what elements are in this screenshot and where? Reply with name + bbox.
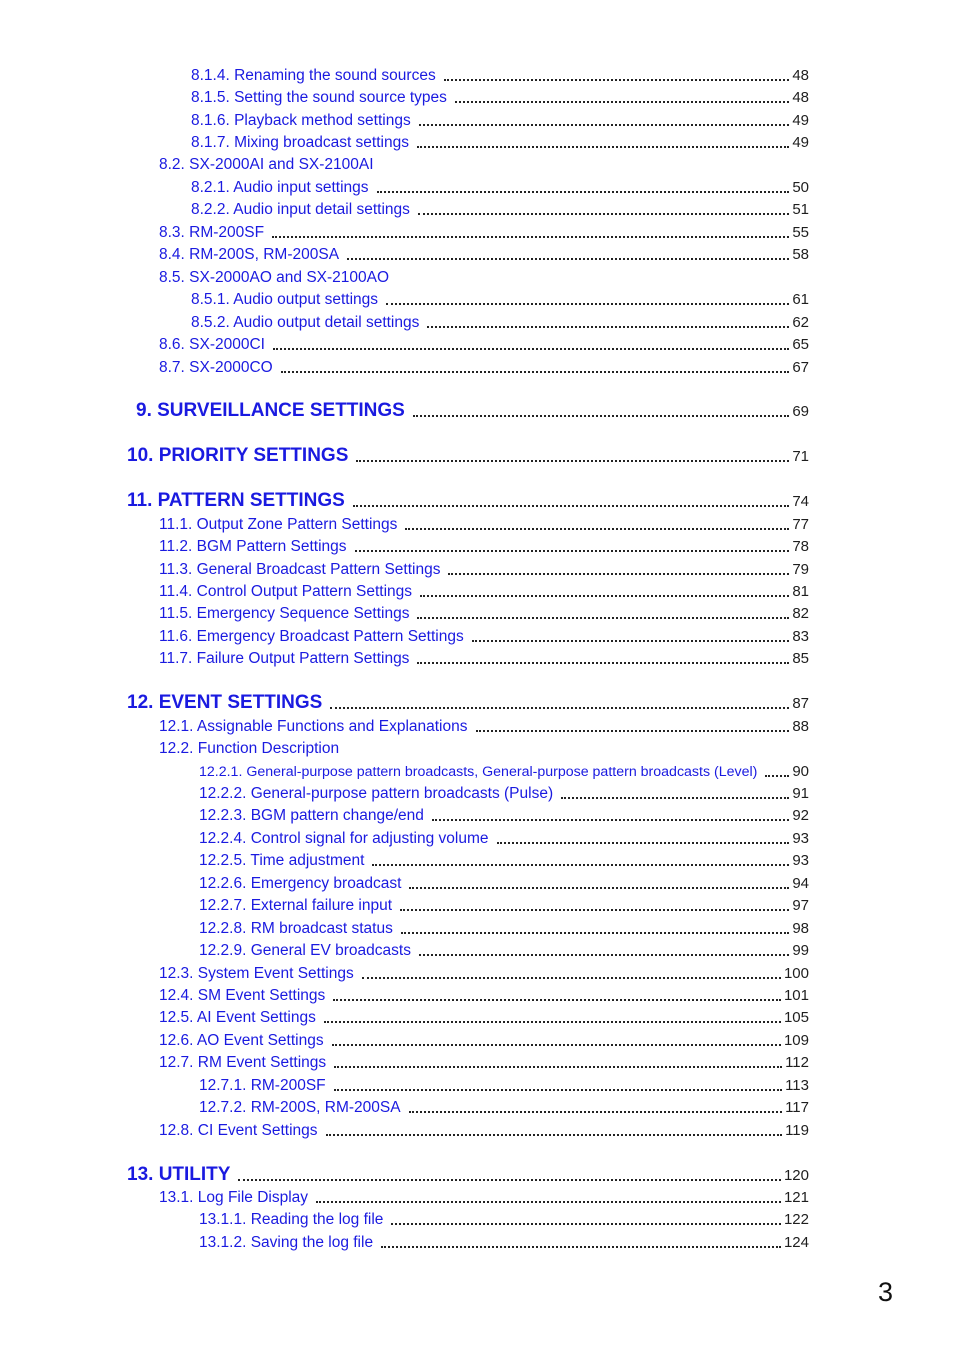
toc-entry-label: 8.2.2. Audio input detail settings — [191, 201, 410, 218]
toc-entry[interactable] — [159, 335, 809, 355]
dot-leader — [372, 864, 789, 866]
toc-entry-page: 91 — [792, 785, 809, 802]
toc-entry[interactable] — [159, 1121, 809, 1141]
toc-entry[interactable] — [191, 178, 809, 198]
toc-entry-label: 9. SURVEILLANCE SETTINGS — [136, 400, 405, 421]
dot-leader — [419, 954, 789, 956]
toc-entry-page: 93 — [792, 852, 809, 869]
toc-entry-label: 8.5.2. Audio output detail settings — [191, 314, 420, 331]
toc-entry-label: 8.5. SX-2000AO and SX-2100AO — [159, 269, 390, 286]
toc-entry-label: 12.2. Function Description — [159, 740, 340, 757]
toc-entry-label: 13.1.1. Reading the log file — [199, 1211, 384, 1228]
toc-entry-label: 8.6. SX-2000CI — [159, 336, 265, 353]
toc-entry[interactable] — [136, 398, 809, 422]
toc-entry-label: 13.1. Log File Display — [159, 1189, 309, 1206]
toc-entry[interactable] — [159, 537, 809, 557]
toc-entry-page: 50 — [792, 179, 809, 196]
dot-leader — [765, 775, 789, 777]
toc-entry-page: 105 — [783, 1009, 809, 1026]
toc-entry[interactable] — [191, 88, 809, 108]
toc-entry[interactable] — [159, 358, 809, 378]
dot-leader — [326, 1134, 783, 1136]
toc-entry-label: 12.2.2. General-purpose pattern broadcasts (Pulse) — [199, 785, 554, 802]
toc-entry[interactable] — [199, 919, 809, 939]
toc-entry[interactable] — [127, 690, 809, 714]
toc-entry-page: 67 — [792, 359, 809, 376]
dot-leader — [334, 1066, 782, 1068]
dot-leader — [377, 191, 790, 193]
toc-entry-page: 120 — [783, 1167, 809, 1184]
toc-entry-page: 117 — [785, 1099, 809, 1116]
dot-leader — [427, 326, 789, 328]
toc-entry-label: 13. UTILITY — [127, 1164, 231, 1185]
toc-entry[interactable] — [199, 762, 809, 782]
toc-entry-label: 11.6. Emergency Broadcast Pattern Settings — [159, 628, 464, 645]
toc-entry-page: 109 — [783, 1032, 809, 1049]
dot-leader — [432, 819, 789, 821]
toc-entry-page: 71 — [792, 448, 809, 465]
toc-entry[interactable] — [159, 986, 809, 1006]
toc-entry-page: 97 — [792, 897, 809, 914]
toc-entry[interactable] — [199, 806, 809, 826]
toc-entry[interactable] — [159, 560, 809, 580]
toc-entry[interactable] — [199, 896, 809, 916]
dot-leader — [386, 303, 789, 305]
toc-entry-page: 94 — [792, 875, 809, 892]
toc-entry[interactable] — [159, 627, 809, 647]
toc-entry-page: 69 — [792, 403, 809, 420]
toc-entry[interactable] — [191, 290, 809, 310]
toc-entry-label: 11.2. BGM Pattern Settings — [159, 538, 347, 555]
toc-entry[interactable] — [191, 111, 809, 131]
toc-entry-page: 81 — [792, 583, 809, 600]
dot-leader — [476, 730, 790, 732]
toc-entry[interactable] — [159, 223, 809, 243]
toc-entry-label: 12.4. SM Event Settings — [159, 987, 326, 1004]
dot-leader — [273, 348, 789, 350]
dot-leader — [324, 1021, 781, 1023]
toc-entry-page: 48 — [792, 67, 809, 84]
toc-entry-label: 8.4. RM-200S, RM-200SA — [159, 246, 340, 263]
toc-entry[interactable] — [159, 604, 809, 624]
toc-entry-page: 79 — [792, 561, 809, 578]
toc-entry-page: 90 — [792, 763, 809, 780]
toc-entry-label: 8.3. RM-200SF — [159, 224, 265, 241]
toc-entry-label: 11.3. General Broadcast Pattern Settings — [159, 561, 441, 578]
toc-entry[interactable] — [191, 200, 809, 220]
toc-entry-page: 98 — [792, 920, 809, 937]
dot-leader — [409, 887, 789, 889]
dot-leader — [409, 1111, 782, 1113]
dot-leader — [417, 617, 789, 619]
toc-entry[interactable] — [159, 245, 809, 265]
dot-leader — [417, 146, 789, 148]
dot-leader — [316, 1201, 781, 1203]
toc-entry-label: 11.5. Emergency Sequence Settings — [159, 605, 410, 622]
toc-entry[interactable] — [199, 829, 809, 849]
toc-entry-label: 8.2. SX-2000AI and SX-2100AI — [159, 156, 374, 173]
toc-entry[interactable] — [159, 964, 809, 984]
toc-entry-label: 8.7. SX-2000CO — [159, 359, 273, 376]
dot-leader — [332, 1044, 781, 1046]
dot-leader — [418, 213, 789, 215]
toc-entry-label: 8.1.4. Renaming the sound sources — [191, 67, 436, 84]
toc-entry-label: 11.4. Control Output Pattern Settings — [159, 583, 413, 600]
toc-entry-label: 12.2.1. General-purpose pattern broadcasts, General-purpose pattern broadcasts (Level) — [199, 764, 758, 780]
toc-entry-page: 119 — [785, 1122, 809, 1139]
toc-entry[interactable] — [191, 313, 809, 333]
toc-entry[interactable] — [199, 1210, 809, 1230]
dot-leader — [356, 460, 789, 462]
toc-entry-label: 8.1.6. Playback method settings — [191, 112, 411, 129]
dot-leader — [238, 1179, 781, 1181]
toc-entry-label: 12.7.1. RM-200SF — [199, 1077, 326, 1094]
toc-entry-label: 12.5. AI Event Settings — [159, 1009, 316, 1026]
dot-leader — [333, 999, 781, 1001]
toc-entry-label: 12.2.7. External failure input — [199, 897, 393, 914]
toc-entry-label: 10. PRIORITY SETTINGS — [127, 445, 349, 466]
toc-entry[interactable] — [159, 1053, 809, 1073]
toc-entry-page: 77 — [792, 516, 809, 533]
toc-entry-page: 100 — [783, 965, 809, 982]
dot-leader — [561, 797, 789, 799]
toc-entry-page: 65 — [792, 336, 809, 353]
dot-leader — [444, 79, 790, 81]
toc-entry-page: 121 — [783, 1189, 809, 1206]
toc-entry-page: 55 — [792, 224, 809, 241]
dot-leader — [420, 595, 789, 597]
toc-entry-label: 8.5.1. Audio output settings — [191, 291, 378, 308]
dot-leader — [413, 415, 789, 417]
toc-entry[interactable] — [159, 515, 809, 535]
toc-entry[interactable] — [191, 66, 809, 86]
dot-leader — [330, 707, 789, 709]
dot-leader — [347, 258, 789, 260]
toc-entry[interactable] — [159, 1188, 809, 1208]
toc-entry[interactable] — [159, 582, 809, 602]
toc-entry-page: 51 — [792, 201, 809, 218]
toc-entry[interactable] — [127, 488, 809, 512]
toc-entry-page: 49 — [792, 112, 809, 129]
dot-leader — [281, 371, 790, 373]
toc-entry[interactable] — [199, 851, 809, 871]
dot-leader — [417, 662, 789, 664]
toc-entry-page: 99 — [792, 942, 809, 959]
toc-entry-page: 92 — [792, 807, 809, 824]
page-number: 3 — [877, 1277, 893, 1307]
toc-entry-label: 12.8. CI Event Settings — [159, 1122, 318, 1139]
dot-leader — [355, 550, 790, 552]
toc-entry-label: 11.1. Output Zone Pattern Settings — [159, 516, 398, 533]
toc-entry[interactable] — [159, 739, 809, 759]
toc-entry-page: 61 — [792, 291, 809, 308]
dot-leader — [391, 1223, 781, 1225]
toc-entry-label: 12.7. RM Event Settings — [159, 1054, 327, 1071]
toc-entry-page: 78 — [792, 538, 809, 555]
toc-entry-page: 74 — [792, 493, 809, 510]
toc-entry[interactable] — [159, 1031, 809, 1051]
toc-entry-label: 11.7. Failure Output Pattern Settings — [159, 650, 410, 667]
toc-entry-page: 122 — [783, 1211, 809, 1228]
toc-entry-label: 12.2.3. BGM pattern change/end — [199, 807, 424, 824]
toc-entry[interactable] — [159, 1008, 809, 1028]
toc-entry[interactable] — [159, 717, 809, 737]
toc-entry-page: 48 — [792, 89, 809, 106]
toc-entry-page: 113 — [785, 1077, 809, 1094]
dot-leader — [419, 124, 790, 126]
dot-leader — [272, 236, 789, 238]
toc-entry-label: 8.1.7. Mixing broadcast settings — [191, 134, 409, 151]
toc-entry-page: 87 — [792, 695, 809, 712]
toc-entry[interactable] — [191, 133, 809, 153]
dot-leader — [448, 573, 789, 575]
dot-leader — [497, 842, 790, 844]
toc-entry-label: 12.2.4. Control signal for adjusting volume — [199, 830, 489, 847]
toc-entry[interactable] — [199, 1233, 809, 1253]
dot-leader — [472, 640, 790, 642]
toc-entry-page: 124 — [783, 1234, 809, 1251]
toc-entry-page: 101 — [783, 987, 809, 1004]
toc-entry-label: 12.1. Assignable Functions and Explanations — [159, 718, 468, 735]
toc-entry-page: 88 — [792, 718, 809, 735]
toc-entry[interactable] — [199, 1098, 809, 1118]
toc-entry-page: 112 — [785, 1054, 809, 1071]
dot-leader — [381, 1246, 781, 1248]
toc-entry-page: 83 — [792, 628, 809, 645]
dot-leader — [334, 1089, 782, 1091]
dot-leader — [362, 977, 781, 979]
toc-entry[interactable] — [159, 649, 809, 669]
toc-entry-label: 11. PATTERN SETTINGS — [127, 490, 345, 511]
toc-entry-label: 12.2.9. General EV broadcasts — [199, 942, 411, 959]
toc-entry-label: 12.7.2. RM-200S, RM-200SA — [199, 1099, 401, 1116]
toc-entry[interactable] — [127, 443, 809, 467]
toc-entry-page: 49 — [792, 134, 809, 151]
toc-entry-label: 12.2.8. RM broadcast status — [199, 920, 393, 937]
toc-entry-label: 12.2.6. Emergency broadcast — [199, 875, 402, 892]
toc-entry[interactable] — [199, 941, 809, 961]
toc-entry-label: 12.2.5. Time adjustment — [199, 852, 365, 869]
toc-entry-label: 8.1.5. Setting the sound source types — [191, 89, 447, 106]
toc-entry[interactable] — [199, 874, 809, 894]
toc-entry-label: 8.2.1. Audio input settings — [191, 179, 369, 196]
toc-entry-page: 93 — [792, 830, 809, 847]
toc-entry-label: 13.1.2. Saving the log file — [199, 1234, 374, 1251]
dot-leader — [400, 909, 789, 911]
toc-entry-page: 85 — [792, 650, 809, 667]
toc-entry[interactable] — [159, 155, 809, 175]
dot-leader — [455, 101, 789, 103]
toc-entry[interactable] — [127, 1162, 809, 1186]
toc-entry-page: 62 — [792, 314, 809, 331]
toc-entry-label: 12. EVENT SETTINGS — [127, 692, 323, 713]
toc-entry[interactable] — [159, 268, 809, 288]
toc-entry-label: 12.3. System Event Settings — [159, 965, 354, 982]
toc-entry[interactable] — [199, 1076, 809, 1096]
toc-entry[interactable] — [199, 784, 809, 804]
dot-leader — [405, 528, 789, 530]
toc-entry-page: 82 — [792, 605, 809, 622]
dot-leader — [353, 505, 789, 507]
toc-entry-page: 58 — [792, 246, 809, 263]
dot-leader — [401, 932, 789, 934]
toc-entry-label: 12.6. AO Event Settings — [159, 1032, 324, 1049]
